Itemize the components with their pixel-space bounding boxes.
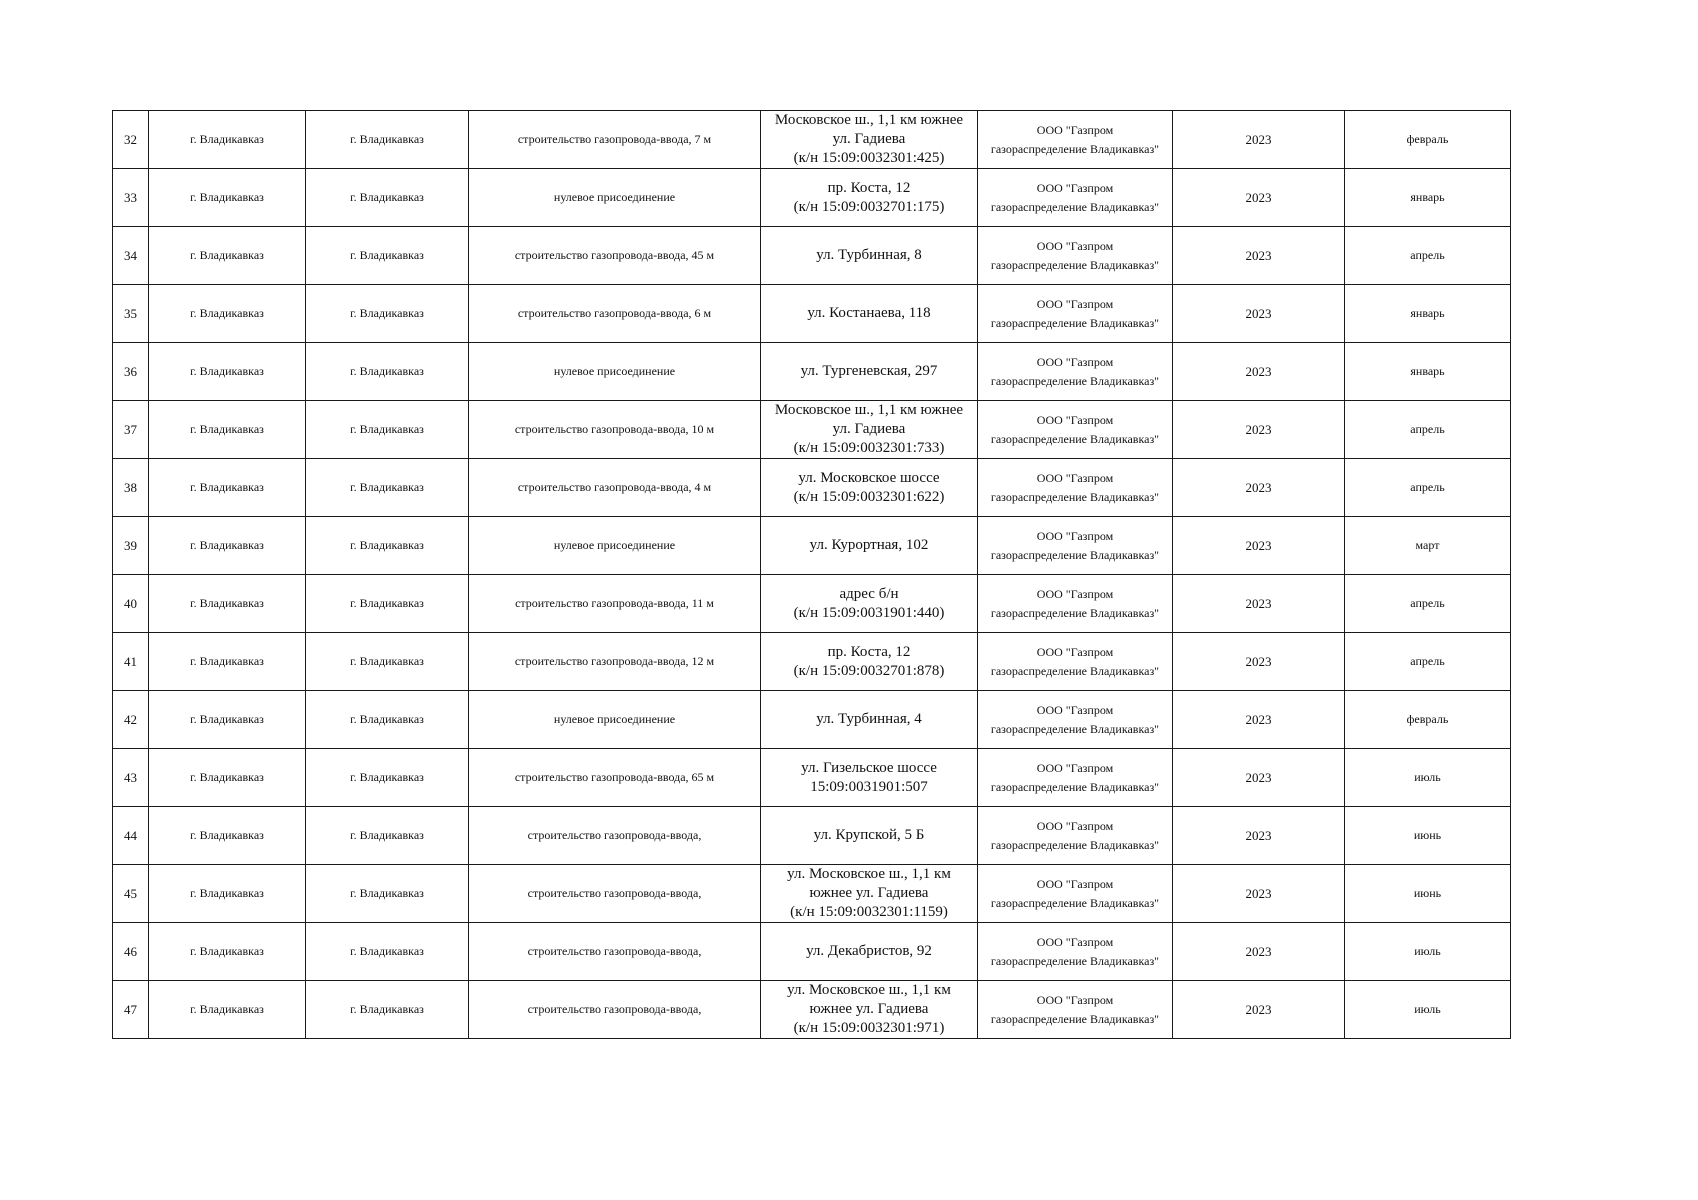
year-cell: 2023 bbox=[1173, 575, 1345, 633]
organization-cell bbox=[978, 807, 1173, 865]
address-cell bbox=[761, 865, 978, 923]
row-number-cell: 47 bbox=[113, 981, 149, 1039]
address-cell bbox=[761, 749, 978, 807]
organization-line: газораспределение Владикавказ" bbox=[990, 315, 1160, 330]
municipality-cell: г. Владикавказ bbox=[149, 169, 306, 227]
organization-line: ООО "Газпром bbox=[1036, 180, 1114, 195]
organization-line: газораспределение Владикавказ" bbox=[990, 663, 1160, 678]
municipality-cell: г. Владикавказ bbox=[149, 633, 306, 691]
organization-line: ООО "Газпром bbox=[1036, 528, 1114, 543]
settlement-cell: г. Владикавказ bbox=[306, 343, 469, 401]
row-number-cell: 42 bbox=[113, 691, 149, 749]
organization-cell bbox=[978, 691, 1173, 749]
table-row bbox=[113, 169, 1511, 227]
month-cell: февраль bbox=[1345, 111, 1511, 169]
settlement-cell: г. Владикавказ bbox=[306, 285, 469, 343]
organization-line: ООО "Газпром bbox=[1036, 760, 1114, 775]
municipality-cell: г. Владикавказ bbox=[149, 227, 306, 285]
month-cell: январь bbox=[1345, 169, 1511, 227]
address-line: ул. Костанаева, 118 bbox=[807, 305, 931, 321]
year-cell: 2023 bbox=[1173, 749, 1345, 807]
organization-line: газораспределение Владикавказ" bbox=[990, 895, 1160, 910]
municipality-cell: г. Владикавказ bbox=[149, 691, 306, 749]
settlement-cell: г. Владикавказ bbox=[306, 169, 469, 227]
organization-cell bbox=[978, 923, 1173, 981]
row-number-cell: 43 bbox=[113, 749, 149, 807]
address-line: (к/н 15:09:0032301:425) bbox=[793, 150, 945, 166]
address-line: ул. Московское ш., 1,1 км bbox=[787, 866, 951, 882]
table-row bbox=[113, 401, 1511, 459]
row-number-cell: 40 bbox=[113, 575, 149, 633]
address-line: ул. Курортная, 102 bbox=[809, 537, 929, 553]
work-type-cell: строительство газопровода-ввода, 12 м bbox=[469, 633, 761, 691]
address-line: 15:09:0031901:507 bbox=[810, 778, 928, 795]
work-type-cell: нулевое присоединение bbox=[469, 343, 761, 401]
municipality-cell: г. Владикавказ bbox=[149, 575, 306, 633]
organization-line: ООО "Газпром bbox=[1036, 934, 1114, 949]
year-cell: 2023 bbox=[1173, 227, 1345, 285]
table-row bbox=[113, 633, 1511, 691]
table-row bbox=[113, 807, 1511, 865]
month-cell: июль bbox=[1345, 981, 1511, 1039]
settlement-cell: г. Владикавказ bbox=[306, 227, 469, 285]
organization-line: газораспределение Владикавказ" bbox=[990, 489, 1160, 504]
organization-line: ООО "Газпром bbox=[1036, 238, 1114, 253]
work-type-cell: строительство газопровода-ввода, bbox=[469, 923, 761, 981]
organization-line: ООО "Газпром bbox=[1036, 586, 1114, 601]
work-type-cell: нулевое присоединение bbox=[469, 169, 761, 227]
organization-cell bbox=[978, 285, 1173, 343]
table-row bbox=[113, 865, 1511, 923]
year-cell: 2023 bbox=[1173, 807, 1345, 865]
organization-cell bbox=[978, 517, 1173, 575]
address-line: ул. Московское шоссе bbox=[798, 469, 940, 486]
organization-cell bbox=[978, 981, 1173, 1039]
organization-line: газораспределение Владикавказ" bbox=[990, 605, 1160, 620]
settlement-cell: г. Владикавказ bbox=[306, 401, 469, 459]
table-row bbox=[113, 517, 1511, 575]
table-row bbox=[113, 343, 1511, 401]
year-cell: 2023 bbox=[1173, 633, 1345, 691]
address-line: ул. Гизельское шоссе bbox=[801, 759, 937, 776]
organization-cell bbox=[978, 459, 1173, 517]
address-cell bbox=[761, 691, 978, 749]
address-line: ул. Тургеневская, 297 bbox=[800, 363, 938, 379]
municipality-cell: г. Владикавказ bbox=[149, 807, 306, 865]
organization-line: газораспределение Владикавказ" bbox=[990, 257, 1160, 272]
address-cell bbox=[761, 227, 978, 285]
address-line: ул. Декабристов, 92 bbox=[806, 943, 932, 959]
municipality-cell: г. Владикавказ bbox=[149, 401, 306, 459]
table-row bbox=[113, 981, 1511, 1039]
row-number-cell: 44 bbox=[113, 807, 149, 865]
address-cell bbox=[761, 459, 978, 517]
work-type-cell: нулевое присоединение bbox=[469, 517, 761, 575]
address-cell bbox=[761, 401, 978, 459]
organization-line: ООО "Газпром bbox=[1036, 876, 1114, 891]
row-number-cell: 34 bbox=[113, 227, 149, 285]
organization-line: газораспределение Владикавказ" bbox=[990, 953, 1160, 968]
organization-line: газораспределение Владикавказ" bbox=[990, 721, 1160, 736]
work-type-cell: строительство газопровода-ввода, 4 м bbox=[469, 459, 761, 517]
address-line: Московское ш., 1,1 км южнее bbox=[774, 112, 964, 128]
address-cell bbox=[761, 633, 978, 691]
year-cell: 2023 bbox=[1173, 865, 1345, 923]
organization-line: ООО "Газпром bbox=[1036, 412, 1114, 427]
municipality-cell: г. Владикавказ bbox=[149, 865, 306, 923]
row-number-cell: 41 bbox=[113, 633, 149, 691]
table-row bbox=[113, 285, 1511, 343]
year-cell: 2023 bbox=[1173, 343, 1345, 401]
organization-line: газораспределение Владикавказ" bbox=[990, 373, 1160, 388]
month-cell: январь bbox=[1345, 343, 1511, 401]
table-row bbox=[113, 923, 1511, 981]
month-cell: январь bbox=[1345, 285, 1511, 343]
address-line: (к/н 15:09:0032701:175) bbox=[793, 198, 945, 215]
organization-cell bbox=[978, 865, 1173, 923]
organization-cell bbox=[978, 111, 1173, 169]
organization-line: газораспределение Владикавказ" bbox=[990, 547, 1160, 562]
month-cell: апрель bbox=[1345, 459, 1511, 517]
month-cell: июль bbox=[1345, 749, 1511, 807]
address-cell bbox=[761, 169, 978, 227]
row-number-cell: 33 bbox=[113, 169, 149, 227]
table-row bbox=[113, 227, 1511, 285]
row-number-cell: 45 bbox=[113, 865, 149, 923]
table-row bbox=[113, 111, 1511, 169]
municipality-cell: г. Владикавказ bbox=[149, 111, 306, 169]
year-cell: 2023 bbox=[1173, 285, 1345, 343]
organization-line: ООО "Газпром bbox=[1036, 296, 1114, 311]
address-cell bbox=[761, 111, 978, 169]
municipality-cell: г. Владикавказ bbox=[149, 981, 306, 1039]
organization-cell bbox=[978, 227, 1173, 285]
address-cell bbox=[761, 807, 978, 865]
address-line: ул. Турбинная, 4 bbox=[816, 711, 922, 727]
organization-line: ООО "Газпром bbox=[1036, 644, 1114, 659]
year-cell: 2023 bbox=[1173, 923, 1345, 981]
work-type-cell: строительство газопровода-ввода, bbox=[469, 865, 761, 923]
settlement-cell: г. Владикавказ bbox=[306, 459, 469, 517]
settlement-cell: г. Владикавказ bbox=[306, 633, 469, 691]
organization-line: газораспределение Владикавказ" bbox=[990, 779, 1160, 794]
year-cell: 2023 bbox=[1173, 691, 1345, 749]
address-line: (к/н 15:09:0032301:622) bbox=[793, 488, 945, 505]
organization-cell bbox=[978, 343, 1173, 401]
month-cell: апрель bbox=[1345, 401, 1511, 459]
year-cell: 2023 bbox=[1173, 517, 1345, 575]
organization-cell bbox=[978, 749, 1173, 807]
table-body bbox=[113, 111, 1511, 1039]
month-cell: апрель bbox=[1345, 575, 1511, 633]
settlement-cell: г. Владикавказ bbox=[306, 923, 469, 981]
address-line: (к/н 15:09:0032701:878) bbox=[793, 662, 945, 679]
settlement-cell: г. Владикавказ bbox=[306, 981, 469, 1039]
work-type-cell: строительство газопровода-ввода, 65 м bbox=[469, 749, 761, 807]
year-cell: 2023 bbox=[1173, 169, 1345, 227]
organization-cell bbox=[978, 401, 1173, 459]
municipality-cell: г. Владикавказ bbox=[149, 285, 306, 343]
table-row bbox=[113, 691, 1511, 749]
organization-line: газораспределение Владикавказ" bbox=[990, 1011, 1160, 1026]
work-type-cell: строительство газопровода-ввода, bbox=[469, 981, 761, 1039]
month-cell: июнь bbox=[1345, 865, 1511, 923]
address-line: южнее ул. Гадиева bbox=[809, 1001, 929, 1017]
organization-line: ООО "Газпром bbox=[1036, 470, 1114, 485]
month-cell: март bbox=[1345, 517, 1511, 575]
address-cell bbox=[761, 517, 978, 575]
settlement-cell: г. Владикавказ bbox=[306, 749, 469, 807]
municipality-cell: г. Владикавказ bbox=[149, 517, 306, 575]
work-type-cell: строительство газопровода-ввода, 11 м bbox=[469, 575, 761, 633]
address-line: ул. Гадиева bbox=[832, 421, 906, 437]
address-cell bbox=[761, 575, 978, 633]
organization-line: ООО "Газпром bbox=[1036, 818, 1114, 833]
organization-line: ООО "Газпром bbox=[1036, 122, 1114, 137]
settlement-cell: г. Владикавказ bbox=[306, 807, 469, 865]
organization-cell bbox=[978, 633, 1173, 691]
year-cell: 2023 bbox=[1173, 459, 1345, 517]
work-type-cell: строительство газопровода-ввода, 7 м bbox=[469, 111, 761, 169]
address-line: (к/н 15:09:0032301:1159) bbox=[790, 904, 948, 920]
table-row bbox=[113, 575, 1511, 633]
settlement-cell: г. Владикавказ bbox=[306, 575, 469, 633]
organization-line: ООО "Газпром bbox=[1036, 702, 1114, 717]
gas-connection-table bbox=[112, 110, 1511, 1039]
address-cell bbox=[761, 981, 978, 1039]
address-line: ул. Турбинная, 8 bbox=[816, 247, 922, 263]
address-line: (к/н 15:09:0031901:440) bbox=[793, 604, 945, 621]
month-cell: июль bbox=[1345, 923, 1511, 981]
organization-line: ООО "Газпром bbox=[1036, 354, 1114, 369]
municipality-cell: г. Владикавказ bbox=[149, 923, 306, 981]
settlement-cell: г. Владикавказ bbox=[306, 111, 469, 169]
year-cell: 2023 bbox=[1173, 401, 1345, 459]
settlement-cell: г. Владикавказ bbox=[306, 517, 469, 575]
municipality-cell: г. Владикавказ bbox=[149, 459, 306, 517]
address-cell bbox=[761, 343, 978, 401]
organization-cell bbox=[978, 575, 1173, 633]
work-type-cell: нулевое присоединение bbox=[469, 691, 761, 749]
address-line: пр. Коста, 12 bbox=[827, 643, 911, 660]
organization-line: газораспределение Владикавказ" bbox=[990, 141, 1160, 156]
address-line: адрес б/н bbox=[839, 585, 899, 602]
month-cell: апрель bbox=[1345, 633, 1511, 691]
row-number-cell: 38 bbox=[113, 459, 149, 517]
organization-line: газораспределение Владикавказ" bbox=[990, 431, 1160, 446]
month-cell: июнь bbox=[1345, 807, 1511, 865]
row-number-cell: 39 bbox=[113, 517, 149, 575]
address-cell bbox=[761, 285, 978, 343]
year-cell: 2023 bbox=[1173, 111, 1345, 169]
address-line: ул. Гадиева bbox=[832, 131, 906, 147]
table-row bbox=[113, 459, 1511, 517]
organization-line: газораспределение Владикавказ" bbox=[990, 199, 1160, 214]
address-line: Московское ш., 1,1 км южнее bbox=[774, 402, 964, 418]
address-cell bbox=[761, 923, 978, 981]
organization-line: ООО "Газпром bbox=[1036, 992, 1114, 1007]
row-number-cell: 36 bbox=[113, 343, 149, 401]
month-cell: февраль bbox=[1345, 691, 1511, 749]
settlement-cell: г. Владикавказ bbox=[306, 865, 469, 923]
month-cell: апрель bbox=[1345, 227, 1511, 285]
address-line: (к/н 15:09:0032301:971) bbox=[793, 1020, 945, 1036]
organization-line: газораспределение Владикавказ" bbox=[990, 837, 1160, 852]
address-line: ул. Московское ш., 1,1 км bbox=[787, 982, 951, 998]
work-type-cell: строительство газопровода-ввода, bbox=[469, 807, 761, 865]
organization-cell bbox=[978, 169, 1173, 227]
table-row bbox=[113, 749, 1511, 807]
municipality-cell: г. Владикавказ bbox=[149, 343, 306, 401]
municipality-cell: г. Владикавказ bbox=[149, 749, 306, 807]
address-line: пр. Коста, 12 bbox=[827, 179, 911, 196]
row-number-cell: 32 bbox=[113, 111, 149, 169]
year-cell: 2023 bbox=[1173, 981, 1345, 1039]
address-line: южнее ул. Гадиева bbox=[809, 885, 929, 901]
work-type-cell: строительство газопровода-ввода, 10 м bbox=[469, 401, 761, 459]
settlement-cell: г. Владикавказ bbox=[306, 691, 469, 749]
address-line: ул. Крупской, 5 Б bbox=[813, 827, 925, 843]
row-number-cell: 37 bbox=[113, 401, 149, 459]
row-number-cell: 35 bbox=[113, 285, 149, 343]
work-type-cell: строительство газопровода-ввода, 45 м bbox=[469, 227, 761, 285]
row-number-cell: 46 bbox=[113, 923, 149, 981]
work-type-cell: строительство газопровода-ввода, 6 м bbox=[469, 285, 761, 343]
address-line: (к/н 15:09:0032301:733) bbox=[793, 440, 945, 456]
